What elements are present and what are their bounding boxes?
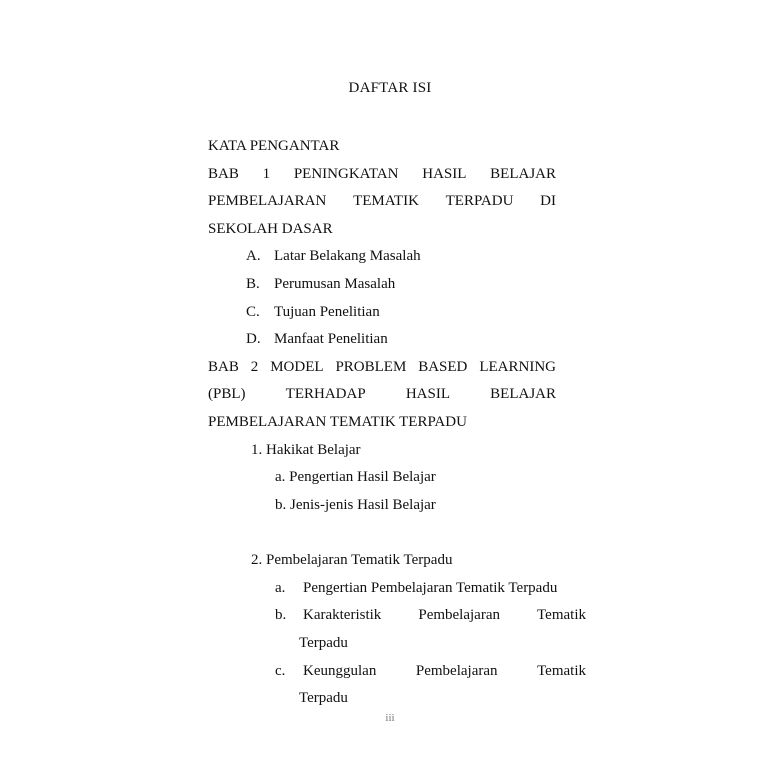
word: 1	[262, 166, 271, 182]
item-label: Latar Belakang Masalah	[274, 248, 421, 264]
page-title: DAFTAR ISI	[348, 80, 432, 96]
item-marker: C.	[246, 304, 260, 320]
item-marker: c.	[275, 663, 286, 679]
item-label: Tujuan Penelitian	[274, 304, 380, 320]
word: MODEL	[270, 359, 324, 375]
word: TERHADAP	[285, 386, 366, 402]
word: BAB	[208, 166, 239, 182]
word: PENINGKATAN	[293, 166, 399, 182]
word: Keunggulan	[303, 663, 377, 679]
toc-item-d	[246, 329, 388, 349]
word: Karakteristik	[303, 607, 382, 623]
word: BELAJAR	[490, 386, 556, 402]
item-label: Manfaat Penelitian	[274, 331, 388, 347]
item-label: Pengertian Pembelajaran Tematik Terpadu	[303, 580, 558, 596]
word: PROBLEM	[335, 359, 407, 375]
word: Pembelajaran	[415, 663, 498, 679]
toc-bab2-line3: PEMBELAJARAN TEMATIK TERPADU	[208, 414, 467, 430]
item-marker: b.	[275, 607, 287, 623]
word: (PBL)	[208, 386, 246, 402]
item-marker: D.	[246, 331, 261, 347]
word: 2	[250, 359, 259, 375]
word: DI	[540, 193, 556, 209]
toc-bab2-line2	[208, 384, 556, 404]
word: PEMBELAJARAN	[208, 193, 327, 209]
word: BASED	[418, 359, 468, 375]
word: Tematik	[537, 607, 586, 623]
toc-bab1-line2	[208, 191, 556, 211]
toc-item-b	[246, 274, 395, 294]
toc-item-a	[246, 246, 421, 266]
word: HASIL	[422, 166, 467, 182]
item-label	[303, 605, 586, 625]
toc-bab1-line1	[208, 164, 556, 184]
item-marker: a.	[275, 580, 286, 596]
toc-sub-item-c	[275, 661, 586, 681]
item-label	[303, 661, 586, 681]
toc-item-c	[246, 302, 380, 322]
word: TERPADU	[445, 193, 514, 209]
toc-section-2: 2. Pembelajaran Tematik Terpadu	[251, 552, 453, 568]
item-marker: B.	[246, 276, 260, 292]
toc-sub-item-c-cont: Terpadu	[299, 690, 348, 706]
toc-sub-item: b. Jenis-jenis Hasil Belajar	[275, 497, 436, 513]
word: BAB	[208, 359, 239, 375]
toc-sub-item: a. Pengertian Hasil Belajar	[275, 469, 436, 485]
toc-sub-item-a	[275, 578, 557, 598]
toc-sub-item-b	[275, 605, 586, 625]
word: Tematik	[537, 663, 586, 679]
word: Pembelajaran	[418, 607, 500, 623]
page-number: iii	[385, 712, 395, 724]
item-marker: A.	[246, 248, 261, 264]
word: HASIL	[405, 386, 450, 402]
toc-bab2-line1	[208, 357, 556, 377]
toc-bab1-line3: SEKOLAH DASAR	[208, 221, 333, 237]
word: TEMATIK	[353, 193, 419, 209]
toc-sub-item-b-cont: Terpadu	[299, 635, 348, 651]
word: LEARNING	[479, 359, 556, 375]
toc-kata-pengantar: KATA PENGANTAR	[208, 138, 340, 154]
toc-section-1: 1. Hakikat Belajar	[251, 442, 361, 458]
item-label: Perumusan Masalah	[274, 276, 396, 292]
word: BELAJAR	[490, 166, 556, 182]
